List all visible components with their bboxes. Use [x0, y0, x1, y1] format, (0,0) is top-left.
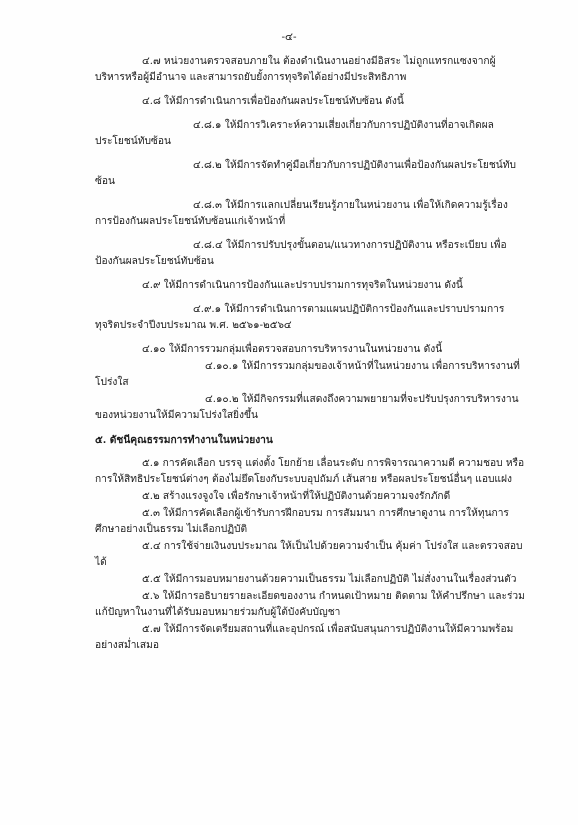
paragraph-4-8-1: ๔.๘.๑ ให้มีการวิเคราะห์ความเสี่ยงเกี่ยวกับการปฏิบัติงานที่อาจเกิดผลประโยชน์ทับซ้อน: [95, 120, 494, 147]
paragraph-5-2: ๕.๒ สร้างแรงจูงใจ เพื่อรักษาเจ้าหน้าที่ให้ปฏิบัติงานด้วยความจงรักภักดี: [142, 491, 451, 502]
document-body: [95, 54, 525, 655]
paragraph-4-8-2: ๔.๘.๒ ให้มีการจัดทำคู่มือเกี่ยวกับการปฏิบัติงานเพื่อป้องกันผลประโยชน์ทับซ้อน: [95, 160, 516, 187]
paragraph-5-6: ๕.๖ ให้มีการอธิบายรายละเอียดของงาน กำหนดเป้าหมาย ติดตาม ให้คำปรึกษา และร่วมแก้ปัญหาในงานที่ได้รับมอบหมายร่วมกับผู้ใต้บังคับบัญชา: [95, 591, 525, 618]
paragraph-4-9: ๔.๙ ให้มีการดำเนินการป้องกันและปราบปรามการทุจริตในหน่วยงาน ดังนี้: [142, 280, 463, 291]
paragraph-4-9-1: ๔.๙.๑ ให้มีการดำเนินการตามแผนปฏิบัติการป้องกันและปราบปรามการทุจริตประจำปีงบประมาณ พ.ศ. ๒๕๖๑-๒๕๖๔: [95, 304, 505, 331]
page-number: -๔-: [281, 31, 297, 43]
paragraph-4-10-2: ๔.๑๐.๒ ให้มีกิจกรรมที่แสดงถึงความพยายามที่จะปรับปรุงการบริหารงานของหน่วยงานให้มีความโปร่งใสยิ่งขึ้น: [95, 394, 519, 421]
paragraph-4-8: ๔.๘ ให้มีการดำเนินการเพื่อป้องกันผลประโยชน์ทับซ้อน ดังนี้: [142, 96, 404, 107]
paragraph-5-1: ๕.๑ การคัดเลือก บรรจุ แต่งตั้ง โยกย้าย เลื่อนระดับ การพิจารณาความดี ความชอบ หรือการให้สิทธิประโยชน์ต่างๆ ต้องไม่ยึดโยงกับระบบอุปถัมภ์ เส้นสาย หรือผลประโยชน์อื่นๆ แอบแฝง: [95, 458, 525, 485]
paragraph-4-8-4: ๔.๘.๔ ให้มีการปรับปรุงขั้นตอน/แนวทางการปฏิบัติงาน หรือระเบียบ เพื่อป้องกันผลประโยชน์ทับซ้อน: [95, 240, 507, 267]
paragraph-5-5: ๕.๕ ให้มีการมอบหมายงานด้วยความเป็นธรรม ไม่เลือกปฏิบัติ ไม่สั่งงานในเรื่องส่วนตัว: [142, 574, 517, 585]
paragraph-5-3: ๕.๓ ให้มีการคัดเลือกผู้เข้ารับการฝึกอบรม การสัมมนา การศึกษาดูงาน การให้ทุนการศึกษาอย่างเป็นธรรม ไม่เลือกปฏิบัติ: [95, 508, 509, 535]
paragraph-4-8-3: ๔.๘.๓ ให้มีการแลกเปลี่ยนเรียนรู้ภายในหน่วยงาน เพื่อให้เกิดความรู้เรื่องการป้องกันผลประโยชน์ทับซ้อนแก่เจ้าหน้าที่: [95, 200, 508, 227]
paragraph-5-7: ๕.๗ ให้มีการจัดเตรียมสถานที่และอุปกรณ์ เพื่อสนับสนุนการปฏิบัติงานให้มีความพร้อมอย่างสม่ำเสมอ: [95, 624, 514, 651]
paragraph-4-10: ๔.๑๐ ให้มีการรวมกลุ่มเพื่อตรวจสอบการบริหารงานในหน่วยงาน ดังนี้: [142, 344, 443, 355]
paragraph-4-7: ๔.๗ หน่วยงานตรวจสอบภายใน ต้องดำเนินงานอย่างมีอิสระ ไม่ถูกแทรกแซงจากผู้บริหารหรือผู้มีอำนาจ และสามารถยับยั้งการทุจริตได้อย่างมีประสิทธิภาพ: [95, 56, 496, 83]
paragraph-4-10-1: ๔.๑๐.๑ ให้มีการรวมกลุ่มของเจ้าหน้าที่ในหน่วยงาน เพื่อการบริหารงานที่โปร่งใส: [95, 361, 520, 388]
paragraph-5-4: ๕.๔ การใช้จ่ายเงินงบประมาณ ให้เป็นไปด้วยความจำเป็น คุ้มค่า โปร่งใส และตรวจสอบได้: [95, 541, 523, 568]
section-5-heading: ๕. ดัชนีคุณธรรมการทำงานในหน่วยงาน: [95, 434, 273, 446]
